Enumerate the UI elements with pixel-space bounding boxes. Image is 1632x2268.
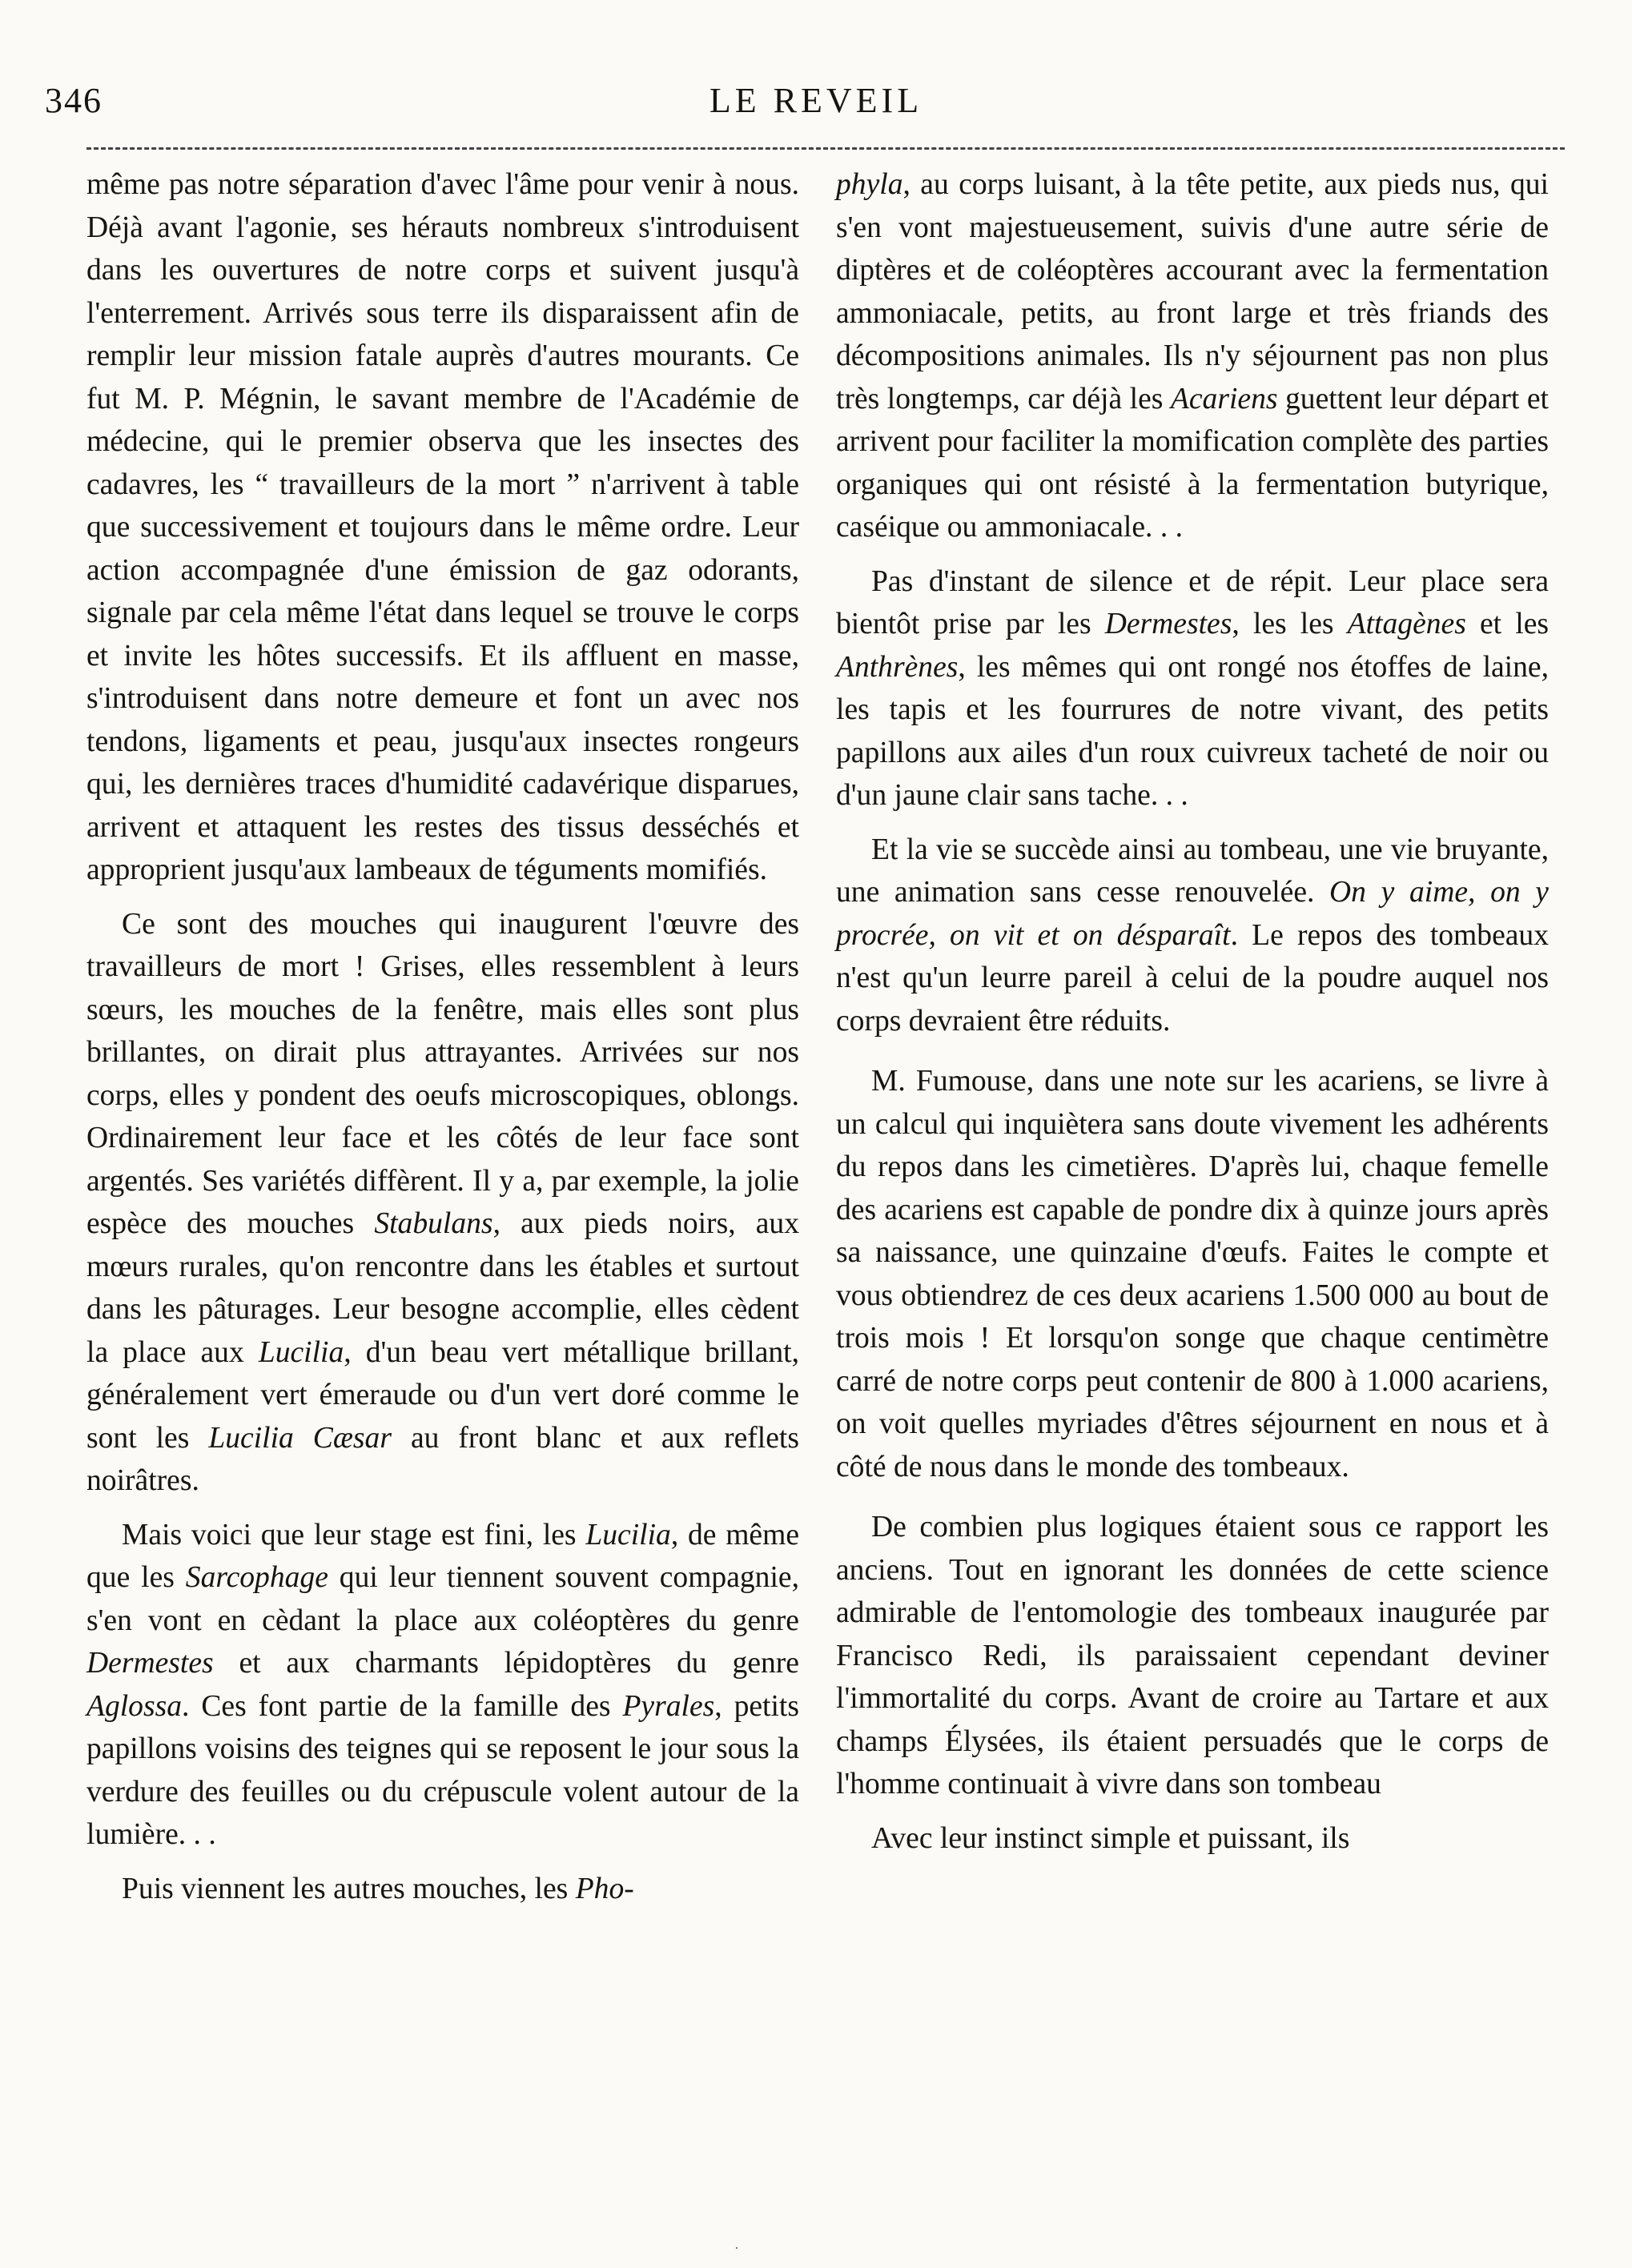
left-column — [86, 163, 799, 1910]
text-run: Et la vie se succède ainsi au tombeau, une vie bruyante, une animation sans cesse renouvelée. — [836, 833, 1549, 909]
paragraph — [836, 1506, 1549, 1806]
text-run: , les mêmes qui ont rongé nos étoffes de laine, les tapis et les fourrures de notre vivant, des petits papillons aux ailes d'un roux cuivreux tacheté de noir ou d'un jaune clair sans tache. . . — [836, 650, 1549, 812]
text-run: guettent leur départ et arrivent pour faciliter la momification complète des parties organiques qui ont résisté à la fermentation butyrique, caséique ou ammoniacale. . . — [836, 382, 1549, 544]
text-run: qui leur tiennent souvent compagnie, s'en vont en cèdant la place aux coléoptères du genre — [86, 1561, 799, 1637]
text-run: Avec leur instinct simple et puissant, ils — [871, 1821, 1350, 1855]
italic-term: Lucilia Cæsar — [208, 1421, 392, 1455]
italic-term: Aglossa — [86, 1689, 183, 1723]
printer-mark: · — [734, 2240, 739, 2256]
italic-term: Lucilia — [258, 1335, 344, 1369]
right-column — [836, 163, 1549, 1860]
paragraph — [836, 560, 1549, 817]
italic-term: phyla — [836, 168, 903, 201]
page-number: 346 — [45, 81, 103, 120]
text-run: De combien plus logiques étaient sous ce rapport les anciens. Tout en ignorant les données de cette science admirable de l'entomologie des tombeaux inaugurée par Francisco Redi, ils paraissaient cependant deviner l'immortalité du corps. Avant de croire au Tartare et aux champs Élysées, ils étaient persuadés que le corps de l'homme continuait à vivre dans son tombeau — [836, 1511, 1549, 1800]
italic-term: Anthrènes — [836, 650, 959, 684]
text-run: Ce sont des mouches qui inaugurent l'œuvre des travailleurs de mort ! Grises, elles ressemblent à leurs sœurs, les mouches de la fenêtre, mais elles sont plus brillantes, on dirait plus attrayantes. Arrivées sur nos corps, elles y pondent des oeufs microscopiques, oblongs. Ordinairement leur face et les côtés de leur face sont argentés. Ses variétés diffèrent. Il y a, par exemple, la jolie espèce des mouches — [86, 907, 799, 1240]
paragraph — [86, 903, 799, 1503]
paragraph — [836, 163, 1549, 549]
paragraph — [86, 163, 799, 892]
italic-term: Dermestes — [1104, 608, 1232, 640]
paragraph — [836, 1060, 1549, 1488]
text-run: , les les — [1232, 608, 1348, 640]
italic-term: Pyrales — [622, 1689, 715, 1723]
header-rule — [86, 147, 1565, 150]
italic-term: Sarcophage — [185, 1561, 328, 1594]
italic-term: Dermestes — [86, 1647, 214, 1680]
text-run: , de même que les — [86, 1518, 800, 1594]
text-run: , aux pieds noirs, aux mœurs rurales, qu'on rencontre dans les étables et surtout dans les pâturages. Leur besogne accomplie, elles cèdent la place aux — [86, 1207, 800, 1369]
text-run: au front blanc et aux reflets noirâtres. — [86, 1421, 799, 1497]
text-run: , d'un beau vert métallique brillant, généralement vert émeraude ou d'un vert doré comme le sont les — [86, 1335, 799, 1455]
paragraph — [836, 829, 1549, 1043]
italic-term: Lucilia — [585, 1518, 671, 1551]
text-run: Mais voici que leur stage est fini, les — [122, 1518, 586, 1551]
italic-term: Stabulans — [374, 1207, 493, 1240]
paragraph — [86, 1868, 799, 1911]
text-run: même pas notre séparation d'avec l'âme pour venir à nous. Déjà avant l'agonie, ses hérauts nombreux s'introduisent dans les ouvertures de notre corps et suivent jusqu'à l'enterrement. Arrivés sous terre ils disparaissent afin de remplir leur mission fatale auprès d'autres mourants. Ce fut M. P. Mégnin, le savant membre de l'Académie de médecine, qui le premier observa que les insectes des cadavres, les “ travailleurs de la mort ” n'arrivent à table que successivement et toujours dans le même ordre. Leur action accompagnée d'une émission de gaz odorants, signale par cela même l'état dans lequel se trouve le corps et invite les hôtes successifs. Et ils affluent en masse, s'introduisent dans notre demeure et font un avec nos tendons, ligaments et peau, jusqu'aux insectes rongeurs qui, les dernières traces d'humidité cadavérique disparues, arrivent et attaquent les restes des tissus desséchés et approprient jusqu'aux lambeaux de téguments momifiés. — [86, 168, 799, 886]
paragraph — [86, 1514, 799, 1857]
text-run: , au corps luisant, à la tête petite, aux pieds nus, qui s'en vont majestueusement, suivis d'une autre série de diptères et de coléoptères accourant avec la fermentation ammoniacale, petits, au front large et très friands des décompositions animales. Ils n'y séjournent pas non plus très longtemps, car déjà les — [836, 168, 1549, 415]
italic-term: Attagènes — [1347, 608, 1466, 640]
text-run: Puis viennent les autres mouches, les — [122, 1872, 576, 1905]
text-run: , petits papillons voisins des teignes qui se reposent le jour sous la verdure des feuilles ou du crépuscule volent autour de la lumière. . . — [86, 1689, 799, 1851]
paragraph — [836, 1817, 1549, 1861]
text-run: . Ces font partie de la famille des — [182, 1689, 623, 1723]
italic-term: Pho- — [575, 1872, 634, 1905]
text-run: et les — [1465, 608, 1549, 640]
running-head-title: LE REVEIL — [709, 81, 923, 120]
text-run: Pas d'instant de silence et de répit. Leur place sera bientôt prise par les — [836, 564, 1549, 640]
italic-term: On y aime, on y procrée, on vit et on désparaît — [836, 876, 1549, 952]
text-run: M. Fumouse, dans une note sur les acariens, se livre à un calcul qui inquiètera sans doute vivement les adhérents du repos dans les cimetières. D'après lui, chaque femelle des acariens est capable de pondre dix à quinze jours après sa naissance, une quinzaine d'œufs. Faites le compte et vous obtiendrez de ces deux acariens 1.500 000 au bout de trois mois ! Et lorsqu'on songe que chaque centimètre carré de notre corps peut contenir de 800 à 1.000 acariens, on voit quelles myriades d'êtres séjournent en nous et à côté de nous dans le monde des tombeaux. — [836, 1065, 1549, 1483]
text-run: . Le repos des tombeaux n'est qu'un leurre pareil à celui de la poudre auquel nos corps devraient être réduits. — [836, 918, 1550, 1038]
italic-term: Acariens — [1170, 382, 1278, 415]
text-run: et aux charmants lépidoptères du genre — [213, 1647, 799, 1680]
